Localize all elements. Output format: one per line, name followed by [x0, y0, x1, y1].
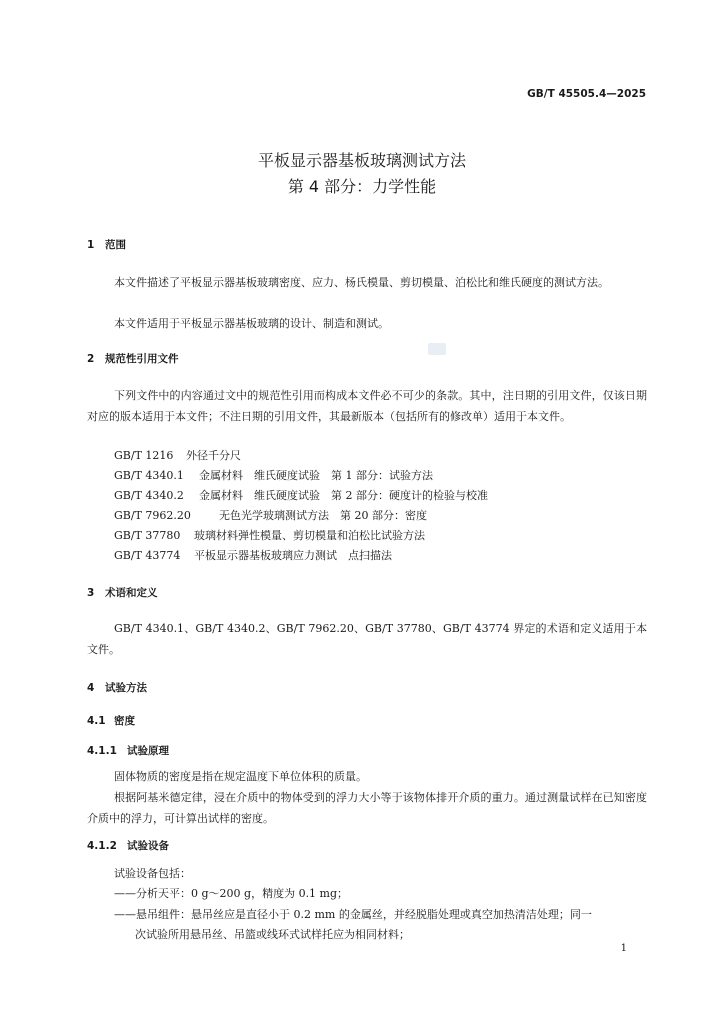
- reference-title: 平板显示器基板玻璃应力测试 点扫描法: [194, 549, 392, 562]
- section-2-heading: [87, 351, 179, 366]
- reference-item: [114, 547, 392, 563]
- standard-code: GB/T 45505.4—2025: [527, 88, 646, 100]
- reference-title: 外径千分尺: [186, 449, 241, 462]
- reference-item: [114, 467, 433, 483]
- equipment-item-suspension-continued: 次试验所用悬吊丝、吊篮或线环式试样托应为相同材料；: [135, 928, 410, 941]
- section-1-paragraph-1: 本文件描述了平板显示器基板玻璃密度、应力、杨氏模量、剪切模量、泊松比和维氏硬度的测试方法。: [114, 276, 609, 289]
- subsection-4-1-1-heading: [87, 743, 169, 758]
- reference-item: [114, 447, 241, 463]
- section-3-paragraph-1: GB/T 4340.1、GB/T 4340.2、GB/T 7962.20、GB/T 37780、GB/T 43774 界定的术语和定义适用于本文件。: [87, 622, 647, 656]
- section-title: 试验设备: [127, 840, 169, 852]
- subsection-4-1-1-paragraph-2: 根据阿基米德定律，浸在介质中的物体受到的浮力大小等于该物体排开介质的重力。通过测量试样在已知密度介质中的浮力，可计算出试样的密度。: [87, 791, 647, 825]
- document-title: 平板显示器基板玻璃测试方法: [257, 151, 466, 170]
- reference-code: GB/T 7962.20: [114, 509, 191, 522]
- equipment-item-balance: ——分析天平：0 g～200 g，精度为 0.1 mg；: [114, 887, 349, 900]
- page-number: 1: [620, 943, 627, 954]
- watermark-logo: [428, 343, 446, 355]
- reference-code: GB/T 37780: [114, 529, 181, 542]
- reference-code: GB/T 4340.1: [114, 469, 184, 482]
- document-subtitle: 第 4 部分：力学性能: [287, 177, 437, 196]
- section-1-heading: [87, 237, 126, 252]
- section-1-paragraph-2: 本文件适用于平板显示器基板玻璃的设计、制造和测试。: [114, 317, 389, 330]
- section-title: 试验方法: [105, 682, 147, 694]
- subsection-4-1-heading: [87, 713, 135, 728]
- subsection-4-1-2-heading: [87, 838, 169, 853]
- section-title: 规范性引用文件: [105, 353, 179, 365]
- section-3-heading: [87, 585, 158, 600]
- reference-item: [114, 527, 425, 543]
- section-4-heading: [87, 680, 147, 695]
- reference-code: GB/T 4340.2: [114, 489, 184, 502]
- reference-title: 金属材料 维氏硬度试验 第 2 部分：硬度计的检验与校准: [199, 489, 488, 502]
- equipment-intro: 试验设备包括：: [114, 867, 191, 880]
- section-2-paragraph-1: 下列文件中的内容通过文中的规范性引用而构成本文件必不可少的条款。其中，注日期的引用文件，仅该日期对应的版本适用于本文件；不注日期的引用文件，其最新版本（包括所有的修改单）适用于本文件。: [87, 389, 647, 423]
- section-number: 4.1: [87, 715, 106, 727]
- reference-code: GB/T 43774: [114, 549, 181, 562]
- section-number: 4.1.1: [87, 745, 117, 757]
- reference-item: [114, 487, 488, 503]
- section-number: 4: [87, 682, 95, 694]
- reference-item: [114, 507, 427, 523]
- section-number: 1: [87, 239, 95, 251]
- section-title: 试验原理: [127, 745, 169, 757]
- section-title: 范围: [105, 239, 126, 251]
- reference-title: 金属材料 维氏硬度试验 第 1 部分：试验方法: [199, 469, 433, 482]
- reference-title: 玻璃材料弹性模量、剪切模量和泊松比试验方法: [194, 529, 425, 542]
- reference-title: 无色光学玻璃测试方法 第 20 部分：密度: [219, 509, 427, 522]
- equipment-item-suspension: ——悬吊组件：悬吊丝应是直径小于 0.2 mm 的金属丝，并经脱脂处理或真空加热清洁处理；同一: [114, 908, 592, 921]
- section-title: 密度: [114, 715, 135, 727]
- section-number: 2: [87, 353, 95, 365]
- reference-code: GB/T 1216: [114, 449, 174, 462]
- subsection-4-1-1-paragraph-1: 固体物质的密度是指在规定温度下单位体积的质量。: [114, 770, 367, 783]
- section-number: 3: [87, 587, 95, 599]
- section-title: 术语和定义: [105, 587, 158, 599]
- section-number: 4.1.2: [87, 840, 117, 852]
